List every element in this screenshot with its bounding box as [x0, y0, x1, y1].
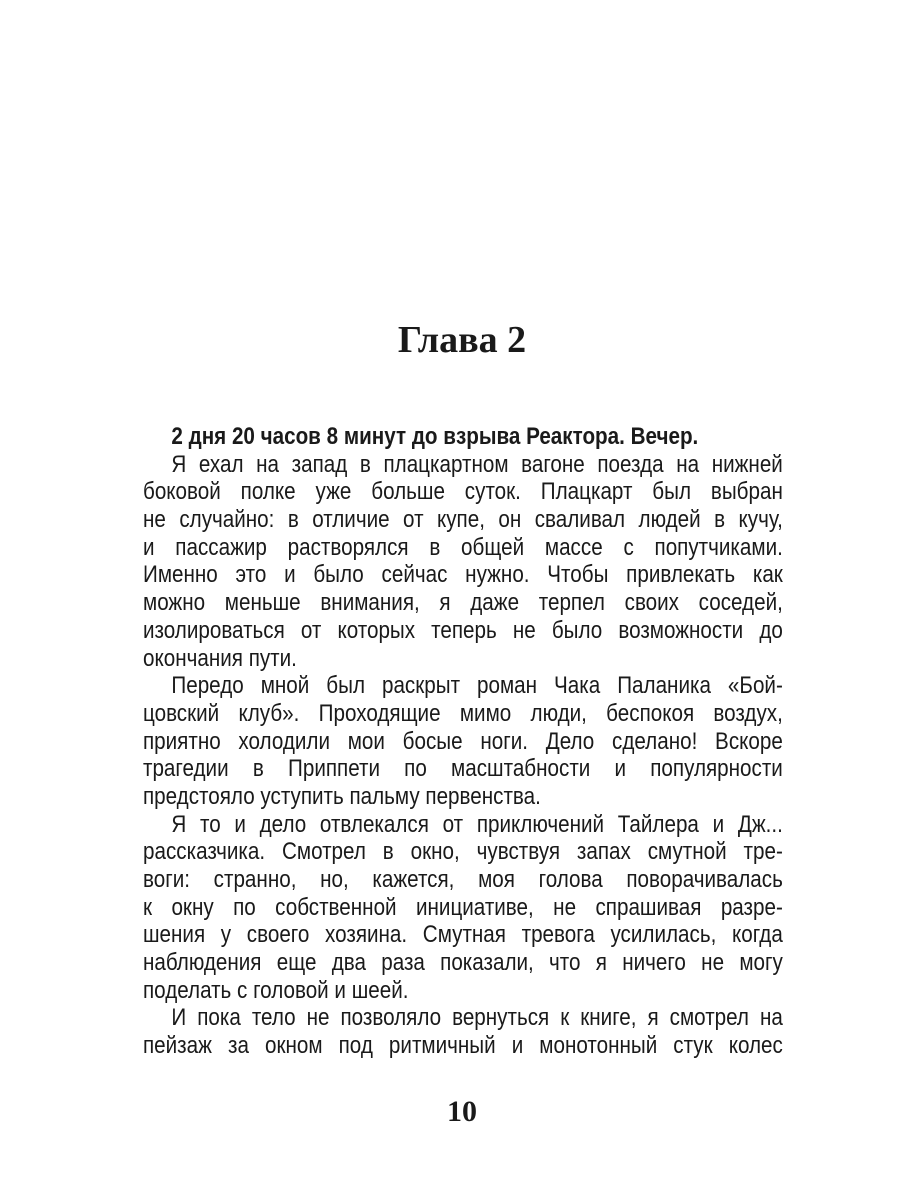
paragraph [143, 1004, 783, 1059]
text-line: И пока тело не позволяло вернуться к книге, я смотрел на [171, 1004, 783, 1032]
body-text [143, 423, 783, 1060]
text-line: окончания пути. [143, 644, 297, 672]
text-line: приятно холодили мои босые ноги. Дело сделано! Вскоре [143, 727, 783, 755]
paragraph [143, 811, 783, 1005]
text-line: поделать с головой и шеей. [143, 976, 409, 1004]
text-line: рассказчика. Смотрел в окно, чувствуя запах смутной тре- [143, 838, 783, 866]
text-line: Именно это и было сейчас нужно. Чтобы привлекать как [143, 561, 783, 589]
text-line: можно меньше внимания, я даже терпел своих соседей, [143, 589, 783, 617]
text-line: воги: странно, но, кажется, моя голова поворачивалась [143, 866, 783, 893]
text-line: Передо мной был раскрыт роман Чака Паланика «Бой- [171, 672, 783, 700]
paragraph [143, 672, 783, 810]
text-line: изолироваться от которых теперь не было возможности до [143, 616, 783, 644]
text-line: к окну по собственной инициативе, не спрашивая разре- [143, 893, 783, 921]
text-line: и пассажир растворялся в общей массе с попутчиками. [143, 533, 783, 561]
text-line: Я ехал на запад в плацкартном вагоне поезда на нижней [171, 450, 783, 478]
text-line: трагедии в Приппети по масштабности и популярности [143, 755, 783, 783]
paragraph [143, 451, 783, 673]
paragraphs [143, 451, 783, 1060]
chapter-title: Глава 2 [397, 319, 527, 361]
text-line: предстояло уступить пальму первенства. [143, 782, 541, 810]
text-line: боковой полке уже больше суток. Плацкарт был выбран [143, 478, 783, 506]
text-line: пейзаж за окном под ритмичный и монотонный стук колес [143, 1032, 783, 1060]
text-line: не случайно: в отличие от купе, он сваливал людей в кучу, [143, 506, 783, 534]
section-subtitle: 2 дня 20 часов 8 минут до взрыва Реактора. Вечер. [171, 423, 699, 450]
text-line: шения у своего хозяина. Смутная тревога усилилась, когда [143, 921, 783, 949]
text-line: цовский клуб». Проходящие мимо люди, беспокоя воздух, [143, 699, 783, 727]
page-number: 10 [447, 1095, 477, 1128]
text-line: Я то и дело отвлекался от приключений Тайлера и Дж... [171, 810, 783, 838]
text-line: наблюдения еще два раза показали, что я ничего не могу [143, 949, 783, 977]
